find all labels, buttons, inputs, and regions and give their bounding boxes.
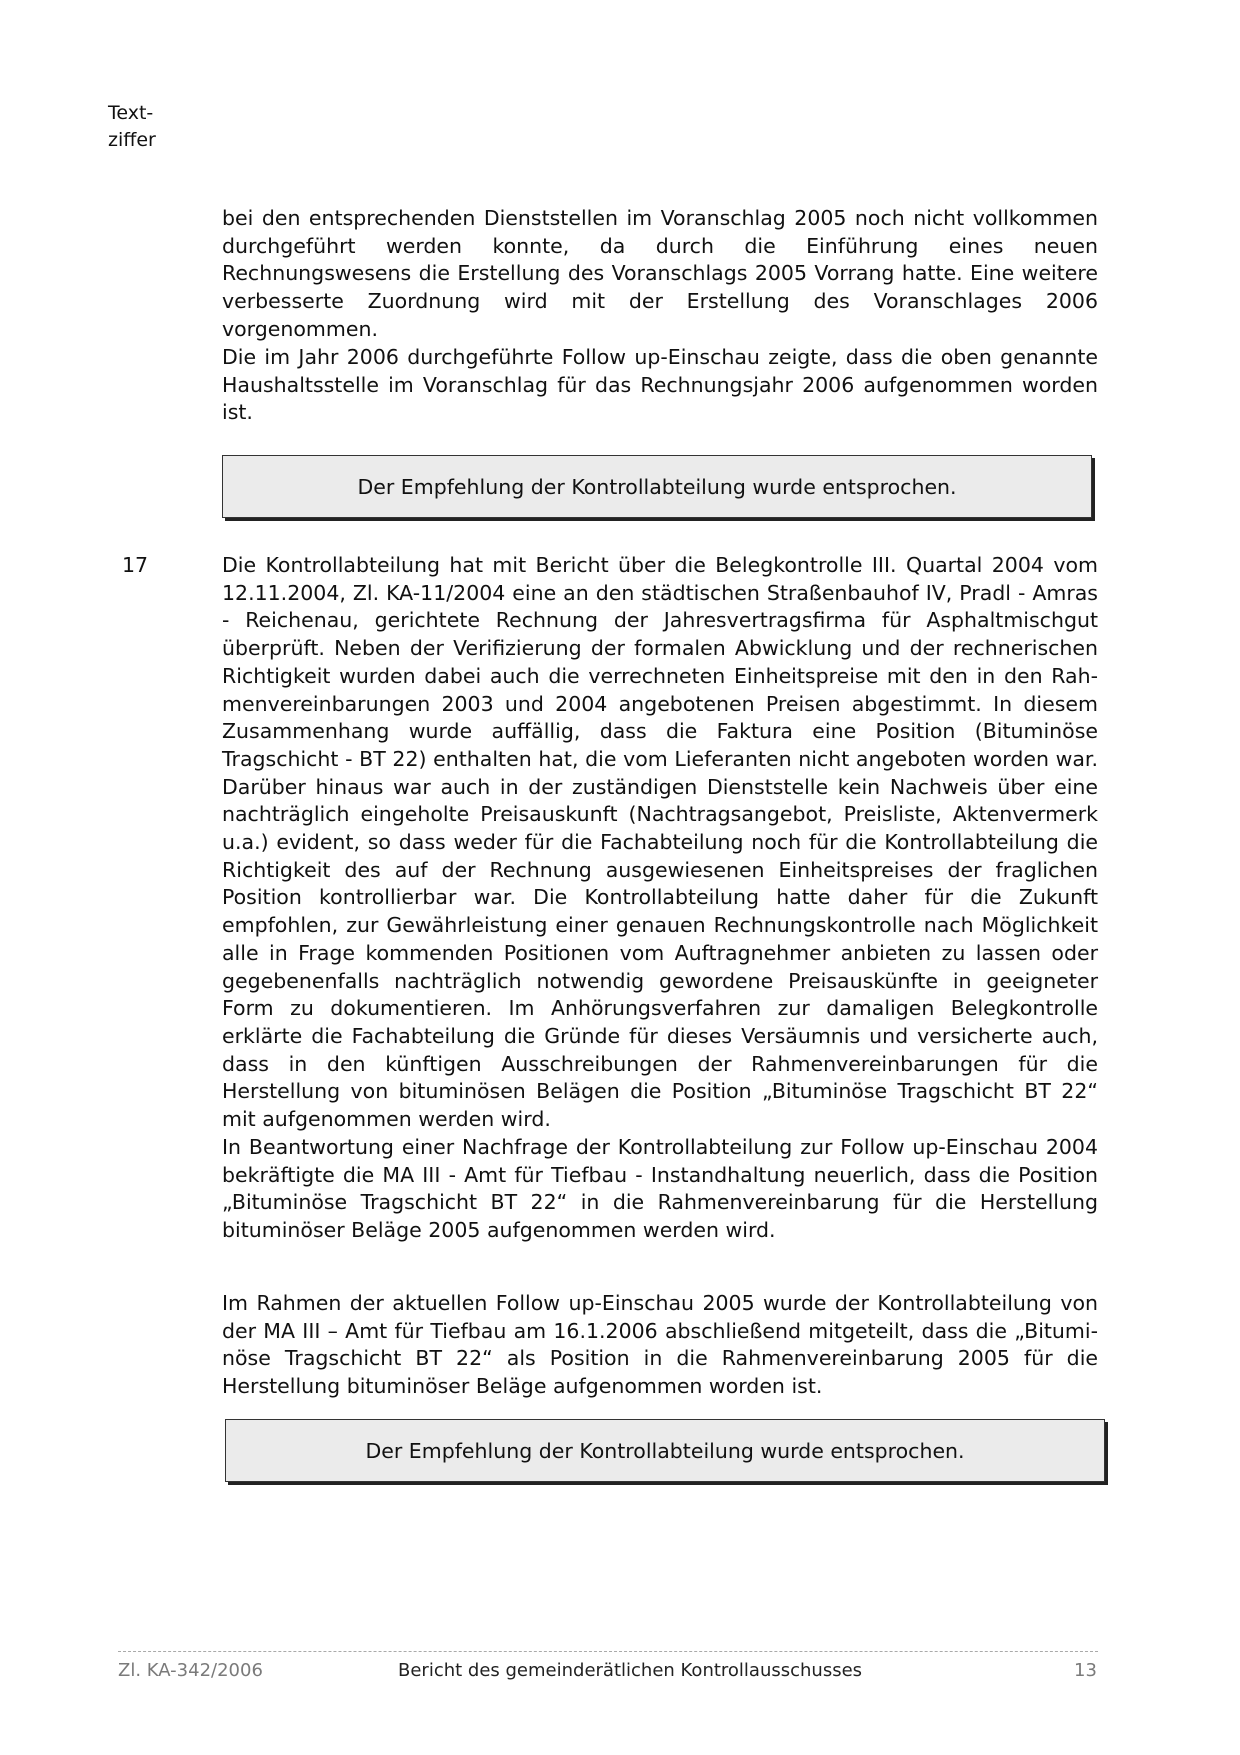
- margin-label-line-2: ziffer: [108, 129, 156, 151]
- recommendation-text: Der Empfehlung der Kontrollabteilung wurde entsprochen.: [365, 1438, 965, 1463]
- recommendation-box: [225, 1419, 1105, 1482]
- margin-label-textziffer: [108, 100, 156, 154]
- page-number: 13: [1074, 1660, 1097, 1681]
- footer-reference: Zl. KA-342/2006: [118, 1660, 263, 1681]
- recommendation-text: Der Empfehlung der Kontrollabteilung wurde entsprochen.: [357, 474, 957, 499]
- margin-label-line-1: Text-: [108, 102, 154, 124]
- section-16-paragraph-2: Die im Jahr 2006 durchgeführte Follow up-Einschau zeigte, dass die oben genannte Haushaltsstelle im Voranschlag für das Rechnungsjahr 2006 aufgenommen worden ist.: [222, 345, 1098, 425]
- footer-divider: [118, 1651, 1098, 1652]
- section-16-paragraph-1: bei den entsprechenden Dienststellen im Voranschlag 2005 noch nicht vollkommen durchgeführt werden konnte, da durch die Einführung eines neuen Rechnungswesens die Erstellung des Voranschlags 2005 Vorrang hatte. Eine weitere verbesserte Zuordnung wird mit der Erstellung des Voranschlages 2006 vorgenommen.: [222, 206, 1098, 341]
- section-17-paragraph-1: Die Kontrollabteilung hat mit Bericht über die Belegkontrolle III. Quartal 2004 vom 12.11.2004, Zl. KA-11/2004 eine an den städtischen Straßenbauhof IV, Pradl - Amras - Reichenau, gerichtete Rechnung der Jahresvertragsfirma für Asphaltmischgut überprüft. Neben der Verifizierung der formalen Abwicklung und der rechnerischen Richtigkeit wurden dabei auch die verrechneten Einheitspreise mit den in den Rahmenvereinbarungen 2003 und 2004 angebotenen Preisen abgestimmt. In diesem Zusammenhang wurde auffällig, dass die Faktura eine Position (Bituminöse Tragschicht - BT 22) enthalten hat, die vom Lieferanten nicht angeboten worden war. Darüber hinaus war auch in der zuständigen Dienststelle kein Nachweis über eine nachträglich eingeholte Preisauskunft (Nachtragsangebot, Preisliste, Aktenvermerk u.a.) evident, so dass weder für die Fachabteilung noch für die Kontrollabteilung die Richtigkeit des auf der Rechnung ausgewiesenen Einheitspreises der fraglichen Position kontrollierbar war. Die Kontrollabteilung hatte daher für die Zukunft empfohlen, zur Gewährleistung einer genauen Rechnungskontrolle nach Möglichkeit alle in Frage kommenden Positionen vom Auftragnehmer anbieten zu lassen oder gegebenenfalls nachträglich notwendig gewordene Preisauskünfte in geeigneter Form zu dokumentieren. Im Anhörungsverfahren zur damaligen Belegkontrolle erklärte die Fachabteilung die Gründe für dieses Versäumnis und versicherte auch, dass in den künftigen Ausschreibungen der Rahmenvereinbarungen für die Herstellung von bituminösen Belägen die Position „Bituminöse Tragschicht BT 22“ mit aufgenommen werden wird.: [222, 553, 1098, 1132]
- section-17-paragraph-2: In Beantwortung einer Nachfrage der Kontrollabteilung zur Follow up-Einschau 2004 bekräftigte die MA III - Amt für Tiefbau - Instandhaltung neuerlich, dass die Position „Bituminöse Tragschicht BT 22“ in die Rahmenvereinbarung für die Herstellung bituminöser Beläge 2005 aufgenommen werden wird.: [222, 1135, 1098, 1243]
- recommendation-box: [222, 455, 1092, 518]
- textziffer-number: 17: [122, 553, 149, 577]
- section-17-paragraph-3: Im Rahmen der aktuellen Follow up-Einschau 2005 wurde der Kontrollabteilung von der MA III – Amt für Tiefbau am 16.1.2006 abschließend mitgeteilt, dass die „Bituminöse Tragschicht BT 22“ als Position in die Rahmenvereinbarung 2005 für die Herstellung bituminöser Beläge aufgenommen worden ist.: [222, 1291, 1098, 1399]
- footer-title: Bericht des gemeinderätlichen Kontrollausschusses: [398, 1660, 863, 1681]
